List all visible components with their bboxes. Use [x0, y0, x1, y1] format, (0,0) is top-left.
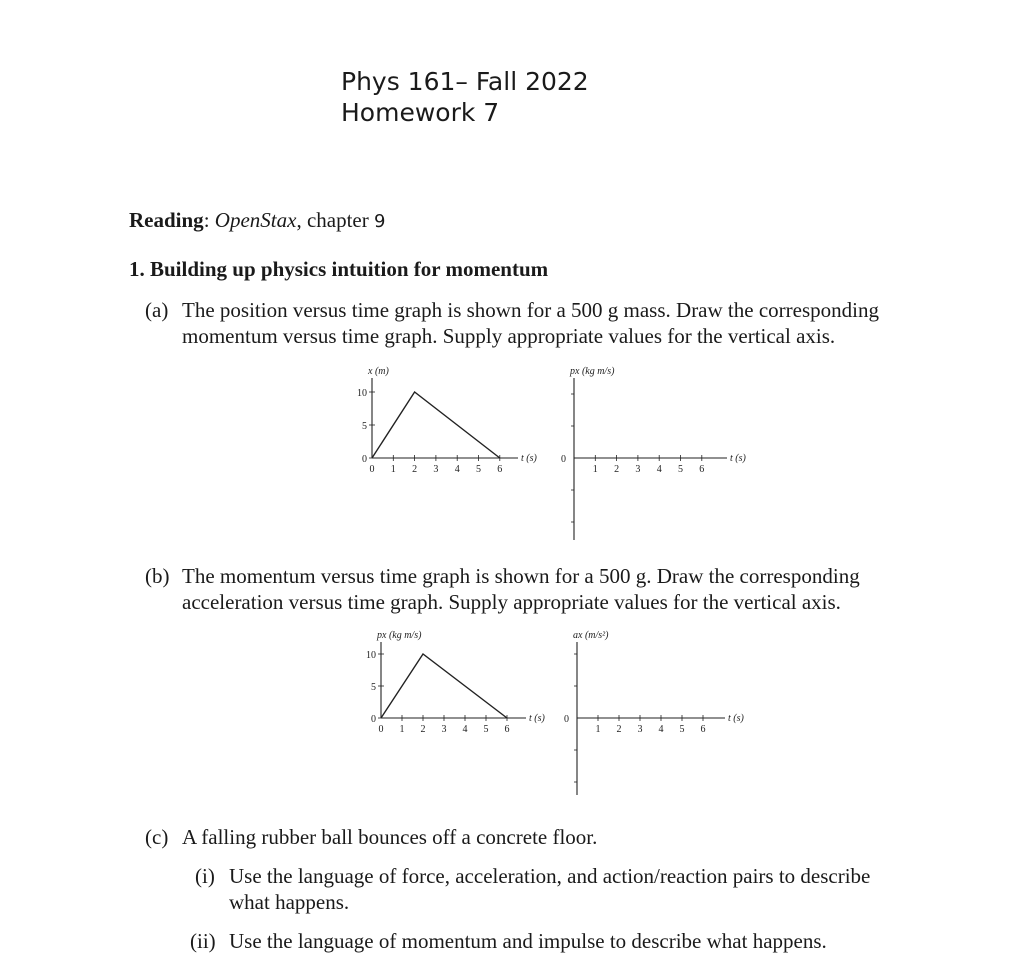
- y-tick-label: 10: [366, 650, 376, 661]
- part-c-tag: (c): [145, 825, 169, 849]
- x-tick-label: 6: [700, 724, 706, 735]
- x-tick-label: 0: [369, 464, 375, 475]
- problem-heading: 1. Building up physics intuition for momentum: [129, 257, 549, 281]
- x-tick-label: 4: [462, 724, 468, 735]
- part-b-line2: acceleration versus time graph. Supply appropriate values for the vertical axis.: [182, 590, 841, 614]
- reading-book: OpenStax: [214, 208, 297, 232]
- reading-chapter-number: 9: [373, 211, 386, 232]
- part-b-tag: (b): [145, 564, 170, 588]
- part-c-i-line1: Use the language of force, acceleration, and action/reaction pairs to describe: [229, 864, 871, 888]
- x-tick-label: 1: [592, 464, 598, 475]
- data-line: [381, 654, 507, 718]
- y-tick-label: 0: [371, 714, 376, 725]
- assignment-title: Homework 7: [341, 98, 500, 127]
- x-tick-label: 2: [412, 464, 418, 475]
- x-axis-label: t (s): [529, 713, 545, 724]
- x-tick-label: 3: [637, 724, 643, 735]
- part-c-ii-text: Use the language of momentum and impulse to describe what happens.: [229, 929, 827, 953]
- part-c-i-line2: what happens.: [229, 890, 350, 914]
- momentum-answer-graph: [561, 366, 747, 540]
- part-a-line2: momentum versus time graph. Supply appropriate values for the vertical axis.: [182, 324, 836, 348]
- acceleration-answer-graph: [564, 630, 745, 795]
- part-b-line1: The momentum versus time graph is shown for a 500 g. Draw the corresponding: [182, 564, 860, 588]
- x-tick-label: 2: [420, 724, 426, 735]
- x-tick-label: 3: [433, 464, 439, 475]
- y-tick-label: 5: [362, 421, 367, 432]
- x-tick-label: 0: [378, 724, 384, 735]
- part-c-text: A falling rubber ball bounces off a concrete floor.: [182, 825, 598, 849]
- x-tick-label: 4: [656, 464, 662, 475]
- x-axis-label: t (s): [730, 453, 746, 464]
- y-tick-label: 0: [561, 454, 566, 465]
- x-tick-label: 2: [616, 724, 622, 735]
- reading-colon: :: [203, 208, 210, 232]
- y-tick-label: 0: [564, 714, 569, 725]
- x-tick-label: 4: [454, 464, 460, 475]
- y-tick-label: 10: [357, 388, 367, 399]
- part-c-ii-tag: (ii): [190, 929, 216, 953]
- y-tick-label: 0: [362, 454, 367, 465]
- x-tick-label: 2: [614, 464, 620, 475]
- x-tick-label: 4: [658, 724, 664, 735]
- part-a-line1: The position versus time graph is shown for a 500 g mass. Draw the corresponding: [182, 298, 879, 322]
- x-tick-label: 1: [390, 464, 396, 475]
- data-line: [372, 392, 500, 458]
- x-tick-label: 5: [679, 724, 685, 735]
- y-tick-label: 5: [371, 682, 376, 693]
- x-tick-label: 3: [441, 724, 447, 735]
- x-tick-label: 6: [699, 464, 705, 475]
- reading-chapter-text: , chapter: [296, 208, 374, 232]
- x-tick-label: 1: [595, 724, 601, 735]
- x-tick-label: 1: [399, 724, 405, 735]
- y-axis-label: px (kg m/s): [570, 366, 615, 377]
- x-tick-label: 3: [635, 464, 641, 475]
- x-axis-label: t (s): [728, 713, 744, 724]
- y-axis-label: ax (m/s²): [573, 630, 609, 641]
- x-tick-label: 6: [504, 724, 510, 735]
- momentum-time-graph: [366, 630, 546, 735]
- reading-label: Reading: [129, 208, 204, 232]
- part-c-i-tag: (i): [195, 864, 215, 888]
- y-axis-label: x (m): [368, 366, 389, 377]
- course-title: Phys 161– Fall 2022: [341, 67, 589, 96]
- x-tick-label: 6: [497, 464, 503, 475]
- x-tick-label: 5: [476, 464, 481, 475]
- x-tick-label: 5: [483, 724, 489, 735]
- x-tick-label: 5: [678, 464, 683, 475]
- position-time-graph: [357, 366, 538, 475]
- part-a-tag: (a): [145, 298, 169, 322]
- x-axis-label: t (s): [521, 453, 537, 464]
- y-axis-label: px (kg m/s): [377, 630, 422, 641]
